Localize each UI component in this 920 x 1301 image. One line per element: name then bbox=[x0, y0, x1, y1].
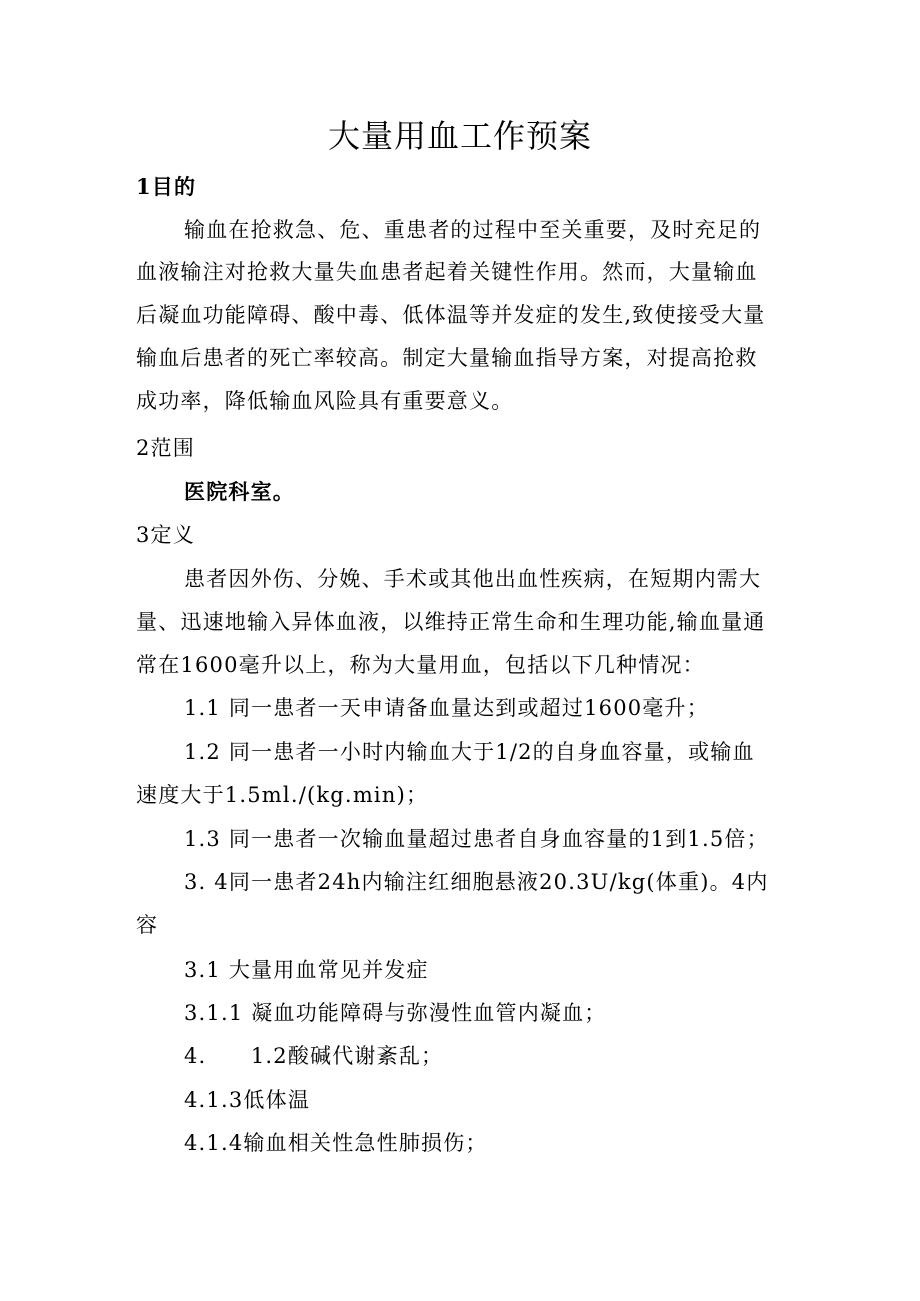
list-item: 3.1.1 凝血功能障碍与弥漫性血管内凝血； bbox=[184, 1001, 607, 1025]
paragraph-line: 成功率，降低输血风险具有重要意义。 bbox=[136, 389, 514, 413]
paragraph-line: 常在1600毫升以上，称为大量用血，包括以下几种情况： bbox=[136, 653, 705, 677]
list-item: 1.3 同一患者一次输血量超过患者自身血容量的1到1.5倍； bbox=[184, 827, 769, 851]
paragraph-line: 患者因外伤、分娩、手术或其他出血性疾病，在短期内需大 bbox=[184, 567, 762, 591]
list-item-continuation: 容 bbox=[136, 913, 159, 937]
list-item: 4.1.3低体温 bbox=[184, 1088, 311, 1112]
document-title: 大量用血工作预案 bbox=[327, 117, 592, 155]
paragraph-line: 医院科室。 bbox=[184, 479, 295, 504]
list-item: 1.2 同一患者一小时内输血大于1/2的自身血容量，或输血 bbox=[184, 740, 755, 764]
section-heading-purpose: 1目的 bbox=[136, 174, 197, 199]
paragraph-line: 血液输注对抢救大量失血患者起着关键性作用。然而，大量输血 bbox=[136, 260, 758, 284]
list-item: 1.1 同一患者一天申请备血量达到或超过1600毫升； bbox=[184, 696, 709, 720]
paragraph-line: 输血后患者的死亡率较高。制定大量输血指导方案，对提高抢救 bbox=[136, 346, 758, 370]
paragraph-line: 后凝血功能障碍、酸中毒、低体温等并发症的发生,致使接受大量 bbox=[136, 303, 766, 327]
section-heading-definition: 3定义 bbox=[136, 523, 195, 547]
list-item: 3. 4同一患者24h内输注红细胞悬液20.3U/kg(体重)。4内 bbox=[184, 870, 769, 894]
paragraph-line: 量、迅速地输入异体血液，以维持正常生命和生理功能,输血量通 bbox=[136, 610, 766, 634]
list-item: 4.1.4输血相关性急性肺损伤； bbox=[184, 1131, 488, 1155]
section-heading-scope: 2范围 bbox=[136, 436, 195, 460]
list-item: 4. 1.2酸碱代谢紊乱； bbox=[184, 1044, 444, 1068]
list-item-continuation: 速度大于1.5ml./(kg.min)； bbox=[136, 783, 429, 807]
paragraph-line: 输血在抢救急、危、重患者的过程中至关重要，及时充足的 bbox=[184, 218, 762, 242]
list-item: 3.1 大量用血常见并发症 bbox=[184, 958, 429, 982]
